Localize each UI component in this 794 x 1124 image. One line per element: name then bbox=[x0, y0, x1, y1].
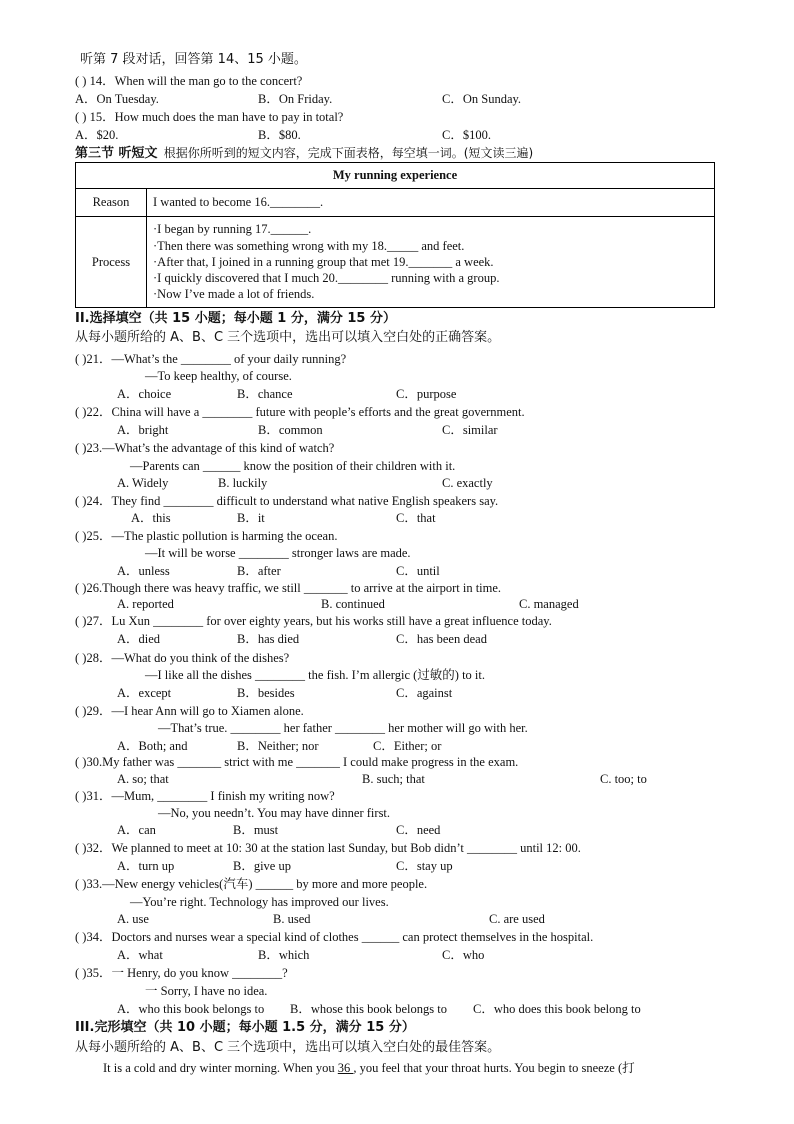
q24-option-b[interactable]: B．it bbox=[237, 511, 265, 525]
cloze-passage-line bbox=[103, 1060, 635, 1076]
question-23-response: —Parents can ______ know the position of their children with it. bbox=[130, 459, 456, 473]
running-experience-table bbox=[75, 162, 715, 308]
question-29-stem: ( )29．—I hear Ann will go to Xiamen alone. bbox=[75, 704, 304, 718]
q28-option-c[interactable]: C．against bbox=[396, 686, 453, 700]
cloze-blank-36[interactable]: 36 bbox=[337, 1061, 354, 1075]
question-21-stem: ( )21．—What’s the ________ of your daily running? bbox=[75, 352, 347, 366]
q30-option-c[interactable]: C. too; to bbox=[600, 772, 647, 786]
question-25-response: —It will be worse ________ stronger laws are made. bbox=[145, 546, 411, 560]
question-15-stem: ( ) 15．How much does the man have to pay in total? bbox=[75, 110, 344, 124]
section3-title: 第三节 听短文 bbox=[75, 146, 158, 161]
question-28-stem: ( )28．—What do you think of the dishes? bbox=[75, 651, 290, 665]
q14-option-a[interactable]: A．On Tuesday. bbox=[75, 92, 159, 106]
q23-option-a[interactable]: A. Widely bbox=[117, 476, 169, 490]
question-31-stem: ( )31．—Mum, ________ I finish my writing now? bbox=[75, 789, 335, 803]
listening-instruction: 听第 7 段对话，回答第 14、15 小题。 bbox=[80, 52, 307, 67]
q24-option-c[interactable]: C．that bbox=[396, 511, 436, 525]
q35-option-c[interactable]: C．who does this book belong to bbox=[473, 1002, 641, 1016]
section3-instruction: 根据你所听到的短文内容，完成下面表格，每空填一词。(短文读三遍) bbox=[163, 146, 534, 160]
q29-option-a[interactable]: A．Both; and bbox=[117, 739, 188, 753]
part2-instruction: 从每小题所给的 A、B、C 三个选项中，选出可以填入空白处的正确答案。 bbox=[75, 330, 501, 345]
process-line: ·Now I’ve made a lot of friends. bbox=[153, 287, 315, 302]
question-26-stem: ( )26.Though there was heavy traffic, we still _______ to arrive at the airport in time. bbox=[75, 581, 502, 595]
q34-option-b[interactable]: B．which bbox=[258, 948, 310, 962]
q35-option-a[interactable]: A．who this book belongs to bbox=[117, 1002, 265, 1016]
q28-option-a[interactable]: A．except bbox=[117, 686, 172, 700]
question-24-stem: ( )24．They find ________ difficult to understand what native English speakers say. bbox=[75, 494, 499, 508]
q29-option-b[interactable]: B．Neither; nor bbox=[237, 739, 319, 753]
q29-option-c[interactable]: C．Either; or bbox=[373, 739, 442, 753]
question-28-response: —I like all the dishes ________ the fish. I’m allergic (过敏的) to it. bbox=[145, 668, 485, 682]
q26-option-a[interactable]: A. reported bbox=[117, 597, 174, 611]
question-35-stem: ( )35．一 Henry, do you know ________? bbox=[75, 966, 288, 980]
question-31-response: —No, you needn’t. You may have dinner first. bbox=[158, 806, 391, 820]
passage-text-post: , you feel that your throat hurts. You begin to sneeze (打 bbox=[353, 1061, 635, 1075]
q27-option-b[interactable]: B．has died bbox=[237, 632, 300, 646]
q23-option-b[interactable]: B. luckily bbox=[218, 476, 268, 490]
question-14-stem: ( ) 14．When will the man go to the concert? bbox=[75, 74, 303, 88]
question-33-response: —You’re right. Technology has improved our lives. bbox=[130, 895, 389, 909]
q22-option-a[interactable]: A．bright bbox=[117, 423, 169, 437]
q33-option-c[interactable]: C. are used bbox=[489, 912, 545, 926]
q15-option-a[interactable]: A．$20. bbox=[75, 128, 119, 142]
part3-title: III.完形填空（共 10 小题；每小题 1.5 分，满分 15 分） bbox=[75, 1020, 415, 1035]
q27-option-c[interactable]: C．has been dead bbox=[396, 632, 487, 646]
question-23-stem: ( )23.—What’s the advantage of this kind of watch? bbox=[75, 441, 335, 455]
q22-option-b[interactable]: B．common bbox=[258, 423, 323, 437]
q35-option-b[interactable]: B．whose this book belongs to bbox=[290, 1002, 447, 1016]
q32-option-c[interactable]: C．stay up bbox=[396, 859, 453, 873]
process-cell bbox=[147, 217, 715, 308]
q34-option-c[interactable]: C．who bbox=[442, 948, 485, 962]
q34-option-a[interactable]: A．what bbox=[117, 948, 163, 962]
q23-option-c[interactable]: C. exactly bbox=[442, 476, 493, 490]
process-line[interactable]: ·I began by running 17.______. bbox=[153, 222, 312, 237]
q21-option-b[interactable]: B．chance bbox=[237, 387, 293, 401]
reason-label: Reason bbox=[76, 189, 147, 217]
process-line[interactable]: ·After that, I joined in a running group that met 19._______ a week. bbox=[153, 254, 494, 269]
q30-option-b[interactable]: B. such; that bbox=[362, 772, 425, 786]
question-21-response: —To keep healthy, of course. bbox=[145, 369, 292, 383]
part2-title: II.选择填空（共 15 小题；每小题 1 分，满分 15 分） bbox=[75, 311, 396, 326]
process-line[interactable]: ·I quickly discovered that I much 20.________ running with a group. bbox=[153, 271, 500, 286]
q32-option-b[interactable]: B．give up bbox=[233, 859, 291, 873]
q14-option-c[interactable]: C．On Sunday. bbox=[442, 92, 522, 106]
q21-option-c[interactable]: C．purpose bbox=[396, 387, 457, 401]
q21-option-a[interactable]: A．choice bbox=[117, 387, 172, 401]
question-25-stem: ( )25．—The plastic pollution is harming the ocean. bbox=[75, 529, 338, 543]
question-30-stem: ( )30.My father was _______ strict with me _______ I could make progress in the exam. bbox=[75, 755, 519, 769]
q22-option-c[interactable]: C．similar bbox=[442, 423, 498, 437]
question-33-stem: ( )33.—New energy vehicles(汽车) ______ by more and more people. bbox=[75, 877, 428, 891]
q26-option-c[interactable]: C. managed bbox=[519, 597, 579, 611]
q31-option-a[interactable]: A．can bbox=[117, 823, 156, 837]
q31-option-b[interactable]: B．must bbox=[233, 823, 279, 837]
q25-option-a[interactable]: A．unless bbox=[117, 564, 170, 578]
q14-option-b[interactable]: B．On Friday. bbox=[258, 92, 333, 106]
question-34-stem: ( )34．Doctors and nurses wear a special kind of clothes ______ can protect themselves in the hospital. bbox=[75, 930, 594, 944]
q32-option-a[interactable]: A．turn up bbox=[117, 859, 175, 873]
q28-option-b[interactable]: B．besides bbox=[237, 686, 295, 700]
q15-option-c[interactable]: C．$100. bbox=[442, 128, 491, 142]
q33-option-b[interactable]: B. used bbox=[273, 912, 311, 926]
process-label: Process bbox=[76, 217, 147, 308]
passage-text-pre: It is a cold and dry winter morning. When you bbox=[103, 1061, 338, 1075]
question-27-stem: ( )27．Lu Xun ________ for over eighty years, but his works still have a great influence today. bbox=[75, 614, 552, 628]
q30-option-a[interactable]: A. so; that bbox=[117, 772, 169, 786]
q27-option-a[interactable]: A．died bbox=[117, 632, 161, 646]
question-22-stem: ( )22．China will have a ________ future with people’s efforts and the great government. bbox=[75, 405, 525, 419]
part3-instruction: 从每小题所给的 A、B、C 三个选项中，选出可以填入空白处的最佳答案。 bbox=[75, 1040, 501, 1055]
q15-option-b[interactable]: B．$80. bbox=[258, 128, 301, 142]
q25-option-c[interactable]: C．until bbox=[396, 564, 440, 578]
q24-option-a[interactable]: A．this bbox=[131, 511, 171, 525]
process-line[interactable]: ·Then there was something wrong with my 18._____ and feet. bbox=[153, 238, 465, 253]
reason-text[interactable]: I wanted to become 16.________. bbox=[147, 189, 715, 217]
q25-option-b[interactable]: B．after bbox=[237, 564, 281, 578]
section3-heading bbox=[75, 145, 533, 162]
question-29-response: —That’s true. ________ her father ________ her mother will go with her. bbox=[158, 721, 528, 735]
table-header: My running experience bbox=[76, 163, 715, 189]
q31-option-c[interactable]: C．need bbox=[396, 823, 441, 837]
q26-option-b[interactable]: B. continued bbox=[321, 597, 385, 611]
question-35-response: 一 Sorry, I have no idea. bbox=[145, 984, 268, 998]
question-32-stem: ( )32．We planned to meet at 10: 30 at the station last Sunday, but Bob didn’t ________ until 12: 00. bbox=[75, 841, 581, 855]
q33-option-a[interactable]: A. use bbox=[117, 912, 149, 926]
